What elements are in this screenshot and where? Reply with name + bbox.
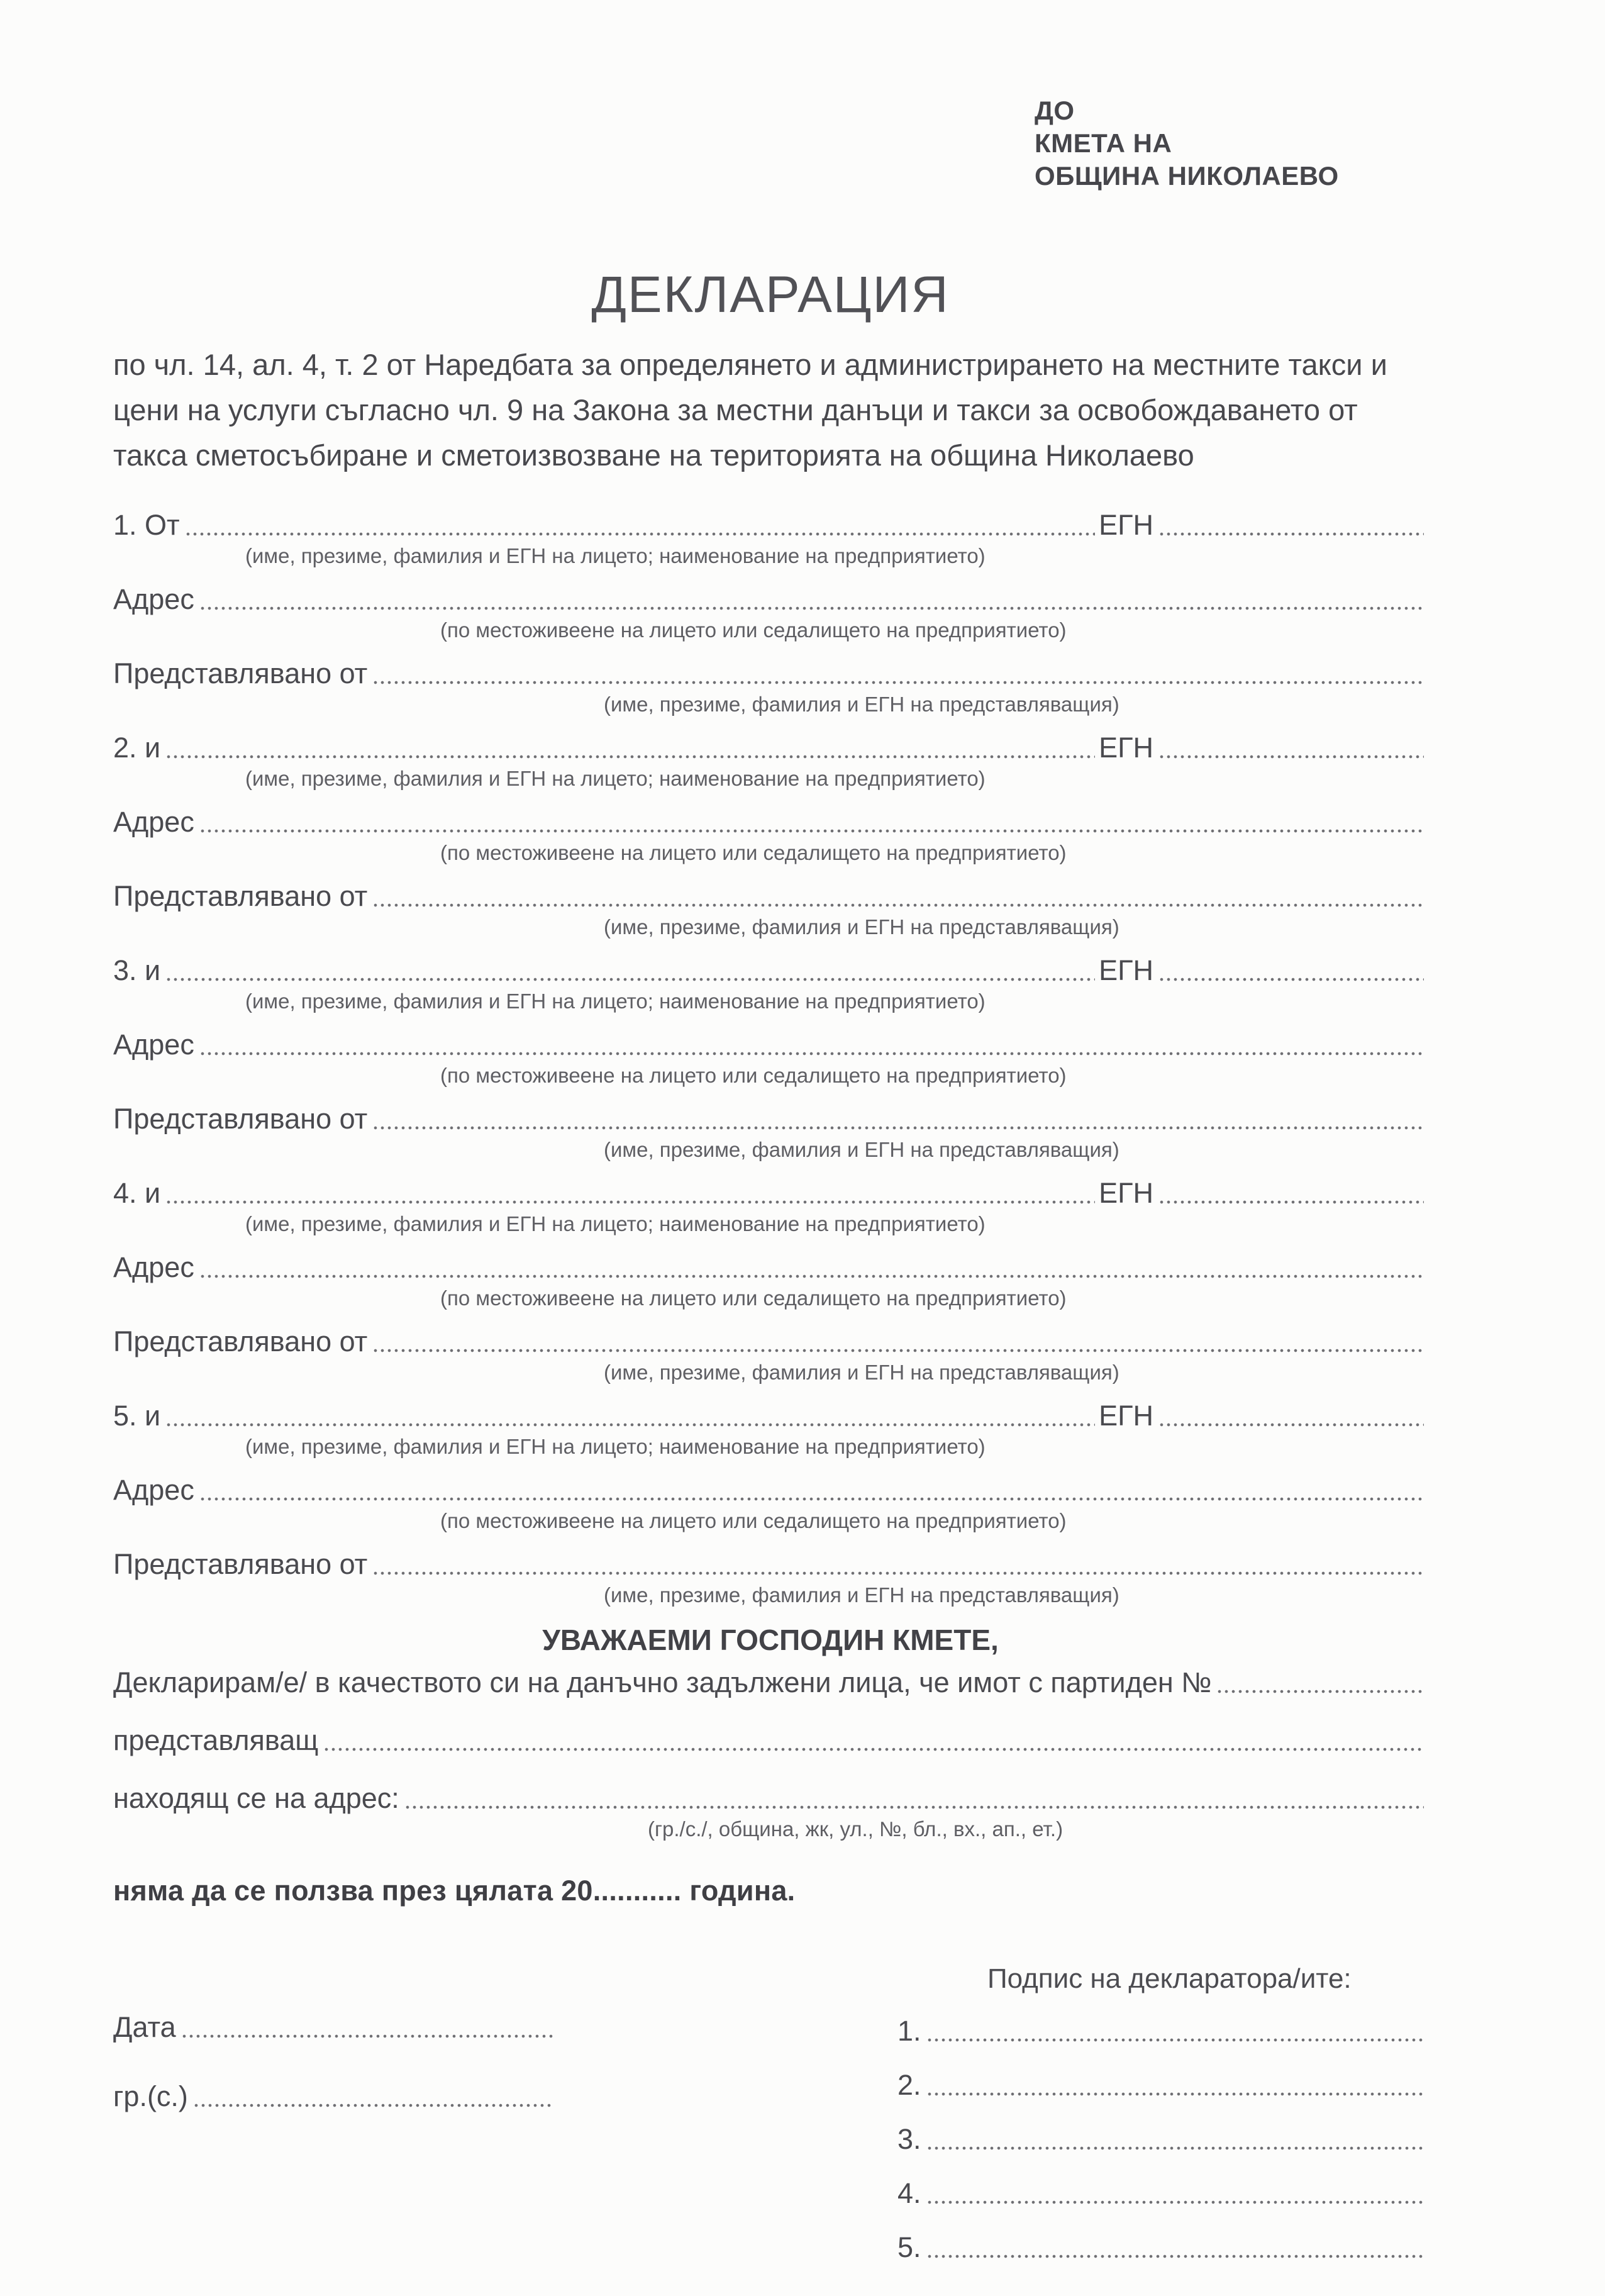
represented-by-caption: (име, презиме, фамилия и ЕГН на представляващия)	[604, 1583, 1119, 1607]
represented-by-label: Представлявано от	[113, 1325, 368, 1357]
name-caption: (име, презиме, фамилия и ЕГН на лицето; наименование на предприятието)	[245, 767, 986, 790]
address-label: Адрес	[113, 805, 194, 838]
signature-line-4	[897, 2178, 1429, 2208]
recipient-line-municipality: ОБЩИНА НИКОЛАЕВО	[1035, 161, 1339, 191]
property-description-row	[113, 1725, 1428, 1755]
signature-block	[113, 1963, 1428, 2296]
name-dotted-line	[167, 1423, 1095, 1427]
name-egn-row	[113, 732, 1428, 762]
name-egn-row	[113, 510, 1428, 540]
document-title: ДЕКЛАРАЦИЯ	[591, 266, 950, 323]
name-dotted-line	[186, 532, 1095, 536]
egn-dotted-line	[1160, 978, 1424, 981]
signature-number: 3.	[897, 2122, 921, 2155]
section-number-label: 3. и	[113, 954, 161, 986]
recipient-line-mayor: КМЕТА НА	[1035, 128, 1172, 158]
address-label: Адрес	[113, 1473, 194, 1506]
address-caption: (по местоживеене на лицето или седалището на предприятието)	[440, 1064, 1067, 1087]
section-number-label: 5. и	[113, 1399, 161, 1432]
address-row	[113, 1474, 1428, 1505]
signature-number: 2.	[897, 2068, 921, 2101]
property-description-dotted-line	[325, 1747, 1424, 1751]
section-number-label: 1. От	[113, 508, 180, 541]
address-label: Адрес	[113, 1251, 194, 1283]
declarant-section-2	[113, 732, 1428, 940]
legal-basis-paragraph: по чл. 14, ал. 4, т. 2 от Наредбата за определянето и администрирането на местните такси и цени на услуги съгласно чл. 9 на Закона за местни данъци и такси за освобождаването от такса сметосъбиране и сметоизвозване на територията на община Николаево	[113, 348, 1387, 472]
address-dotted-line	[201, 606, 1424, 610]
egn-dotted-line	[1160, 532, 1424, 536]
property-address-label: находящ се на адрес:	[113, 1781, 399, 1814]
represented-by-label: Представлявано от	[113, 879, 368, 912]
address-dotted-line	[201, 1497, 1424, 1501]
egn-label: ЕГН	[1099, 954, 1153, 986]
address-row	[113, 1252, 1428, 1282]
date-label: Дата	[113, 2010, 176, 2043]
declarant-section-5	[113, 1400, 1428, 1608]
property-number-row	[113, 1667, 1428, 1697]
signature-line-3	[897, 2124, 1429, 2154]
signature-line-5	[897, 2232, 1429, 2262]
name-dotted-line	[167, 978, 1095, 981]
section-number-label: 4. и	[113, 1176, 161, 1209]
represented-by-label: Представлявано от	[113, 1547, 368, 1580]
address-caption: (по местоживеене на лицето или седалището на предприятието)	[440, 618, 1067, 642]
represented-by-dotted-line	[374, 903, 1424, 907]
address-dotted-line	[201, 829, 1424, 833]
represented-by-caption: (име, презиме, фамилия и ЕГН на представляващия)	[604, 915, 1119, 939]
address-row	[113, 584, 1428, 614]
declarant-section-3	[113, 955, 1428, 1162]
name-caption: (име, презиме, фамилия и ЕГН на лицето; наименование на предприятието)	[245, 1212, 986, 1235]
represented-by-caption: (име, презиме, фамилия и ЕГН на представляващия)	[604, 693, 1119, 716]
represented-by-dotted-line	[374, 1126, 1424, 1130]
address-dotted-line	[201, 1052, 1424, 1056]
name-dotted-line	[167, 755, 1095, 759]
egn-dotted-line	[1160, 1200, 1424, 1204]
name-egn-row	[113, 955, 1428, 985]
signature-number: 4.	[897, 2176, 921, 2209]
name-dotted-line	[167, 1200, 1095, 1204]
salutation-heading: УВАЖАЕМИ ГОСПОДИН КМЕТЕ,	[542, 1624, 999, 1656]
name-egn-row	[113, 1178, 1428, 1208]
signature-heading: Подпис на декларатора/ите:	[987, 1963, 1352, 1994]
represented-by-row	[113, 1326, 1428, 1356]
address-caption: (по местоживеене на лицето или седалището на предприятието)	[440, 1509, 1067, 1532]
no-use-text-end: година.	[681, 1875, 796, 1907]
represented-by-row	[113, 1103, 1428, 1134]
represented-by-caption: (име, презиме, фамилия и ЕГН на представляващия)	[604, 1361, 1119, 1384]
date-row	[113, 2012, 557, 2042]
represented-by-caption: (име, презиме, фамилия и ЕГН на представляващия)	[604, 1138, 1119, 1161]
declarants-list	[113, 510, 1428, 1608]
signature-line-2	[897, 2070, 1429, 2100]
declarant-section-1	[113, 510, 1428, 717]
section-number-label: 2. и	[113, 731, 161, 764]
property-address-caption: (гр./с./, община, жк, ул., №, бл., вх., ап., ет.)	[648, 1817, 1064, 1841]
egn-label: ЕГН	[1099, 731, 1153, 764]
property-number-dotted-line	[1218, 1690, 1424, 1693]
represented-by-dotted-line	[374, 1349, 1424, 1352]
address-row	[113, 1029, 1428, 1059]
place-label: гр.(с.)	[113, 2080, 188, 2112]
property-number-label: Декларирам/е/ в качеството си на данъчно задължени лица, че имот с партиден №	[113, 1666, 1212, 1698]
signature-dotted-line	[928, 2092, 1425, 2096]
egn-label: ЕГН	[1099, 1176, 1153, 1209]
name-egn-row	[113, 1400, 1428, 1430]
address-caption: (по местоживеене на лицето или седалището на предприятието)	[440, 1286, 1067, 1310]
address-dotted-line	[201, 1274, 1424, 1278]
egn-dotted-line	[1160, 1423, 1424, 1427]
signature-dotted-line	[928, 2254, 1425, 2258]
signature-number: 1.	[897, 2014, 921, 2047]
signature-dotted-line	[928, 2200, 1425, 2204]
address-label: Адрес	[113, 582, 194, 615]
declarant-section-4	[113, 1178, 1428, 1385]
represented-by-dotted-line	[374, 681, 1424, 684]
property-address-row	[113, 1783, 1428, 1813]
name-caption: (име, презиме, фамилия и ЕГН на лицето; наименование на предприятието)	[245, 544, 986, 567]
represented-by-row	[113, 881, 1428, 911]
address-label: Адрес	[113, 1028, 194, 1061]
signature-number: 5.	[897, 2231, 921, 2263]
place-row	[113, 2081, 557, 2111]
property-description-label: представляващ	[113, 1724, 319, 1756]
property-address-dotted-line	[406, 1805, 1424, 1809]
represented-by-row	[113, 658, 1428, 688]
represented-by-row	[113, 1549, 1428, 1579]
no-use-statement	[113, 1875, 1428, 1907]
recipient-line-do: ДО	[1035, 96, 1075, 125]
no-use-text-start: няма да се ползва през цялата 20	[113, 1875, 593, 1907]
egn-dotted-line	[1160, 755, 1424, 759]
represented-by-label: Представлявано от	[113, 657, 368, 689]
egn-label: ЕГН	[1099, 1399, 1153, 1432]
signature-dotted-line	[928, 2038, 1425, 2042]
recipient-block	[1035, 94, 1428, 192]
name-caption: (име, презиме, фамилия и ЕГН на лицето; наименование на предприятието)	[245, 1435, 986, 1458]
represented-by-dotted-line	[374, 1571, 1424, 1575]
year-dotted-line: ...........	[592, 1875, 682, 1907]
name-caption: (име, презиме, фамилия и ЕГН на лицето; наименование на предприятието)	[245, 989, 986, 1013]
represented-by-label: Представлявано от	[113, 1102, 368, 1135]
egn-label: ЕГН	[1099, 508, 1153, 541]
signature-line-1	[897, 2015, 1429, 2046]
address-row	[113, 806, 1428, 837]
address-caption: (по местоживеене на лицето или седалището на предприятието)	[440, 841, 1067, 864]
place-dotted-line	[194, 2104, 553, 2107]
date-dotted-line	[182, 2034, 553, 2038]
signature-dotted-line	[928, 2146, 1425, 2150]
